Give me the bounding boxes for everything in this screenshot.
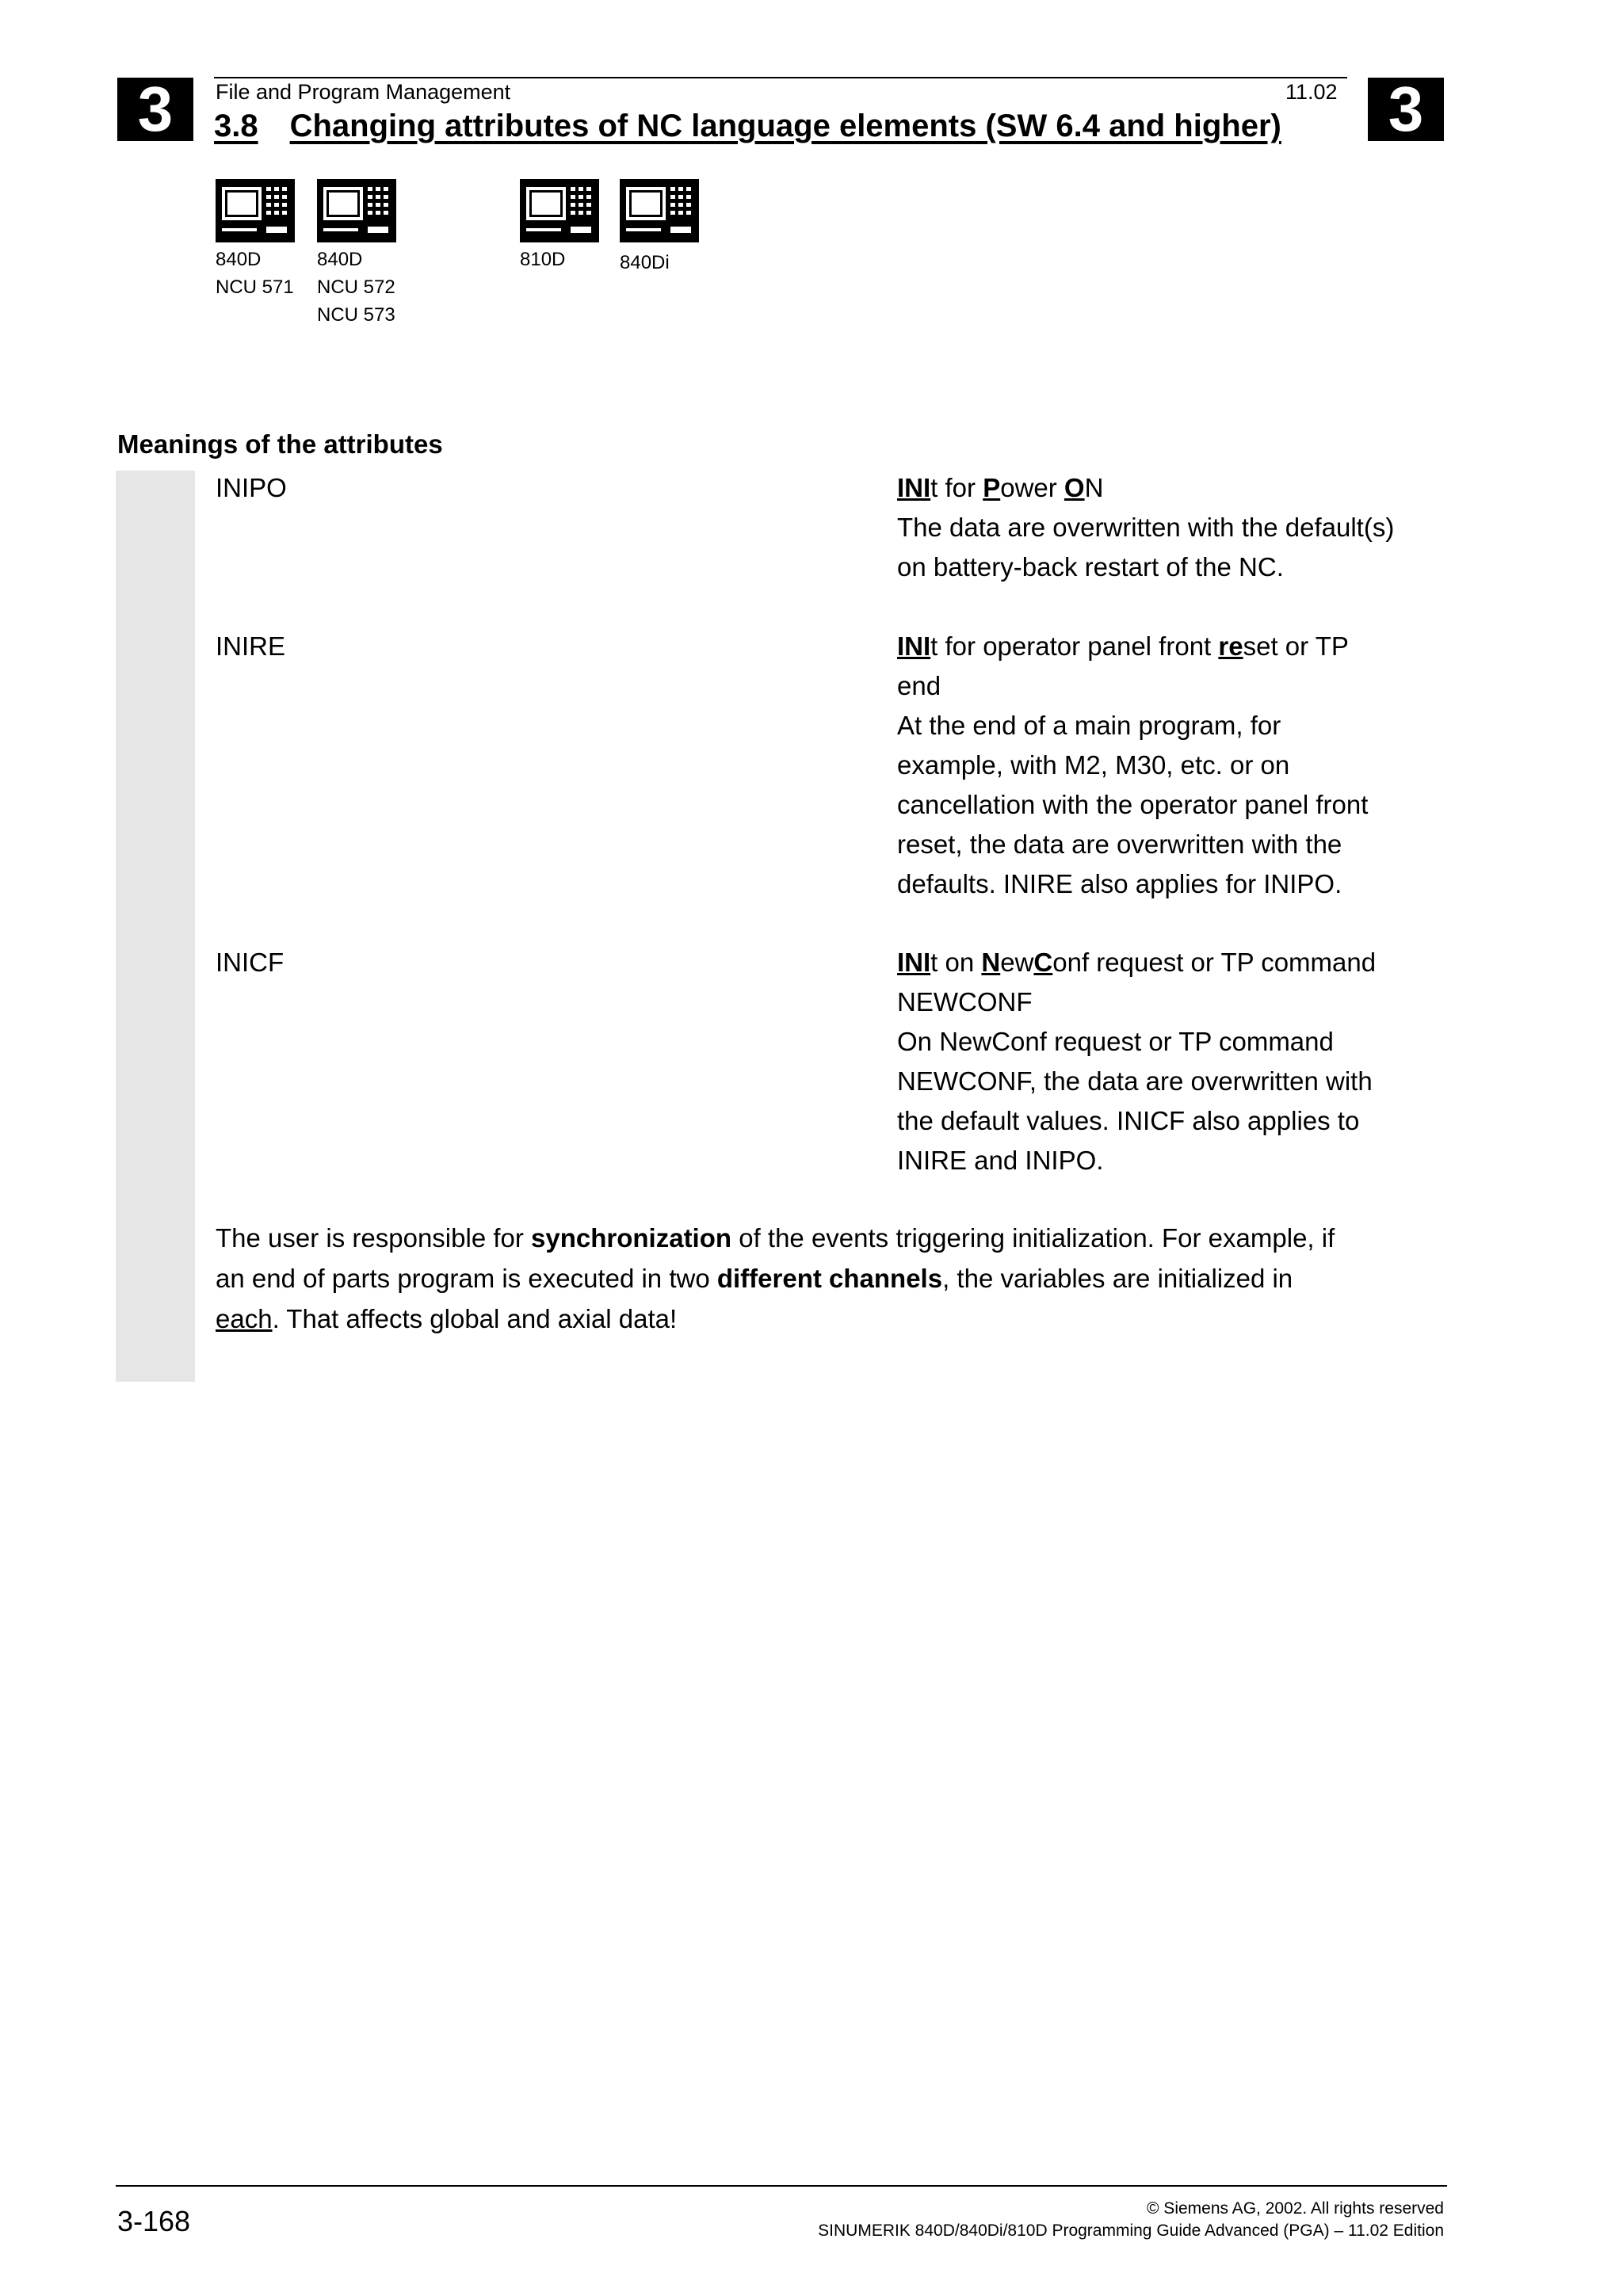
control-label: 810D (520, 249, 566, 270)
margin-bar (116, 471, 195, 1382)
note-paragraph: The user is responsible for synchronization of the events triggering initialization. For example, if an end of parts program is executed in two different channels, the variables are initialized in each. That affects global and axial data! (216, 1223, 1335, 1333)
attribute-term: INICF (216, 948, 285, 977)
running-header-section: File and Program Management (216, 80, 511, 104)
control-panel-icon (317, 179, 396, 242)
control-panel-icon (216, 179, 295, 242)
running-header-edition: 11.02 (1285, 80, 1338, 104)
section-heading: Meanings of the attributes (117, 429, 443, 459)
chapter-badge-right: 3 (1368, 78, 1444, 141)
control-label: 840Di (620, 252, 670, 273)
header-rule (214, 77, 1347, 78)
page-number: 3-168 (117, 2205, 191, 2237)
attribute-description: INIt for Power ON The data are overwritten with the default(s) on battery-back restart of the NC. (897, 473, 1395, 582)
page-title: 3.8 Changing attributes of NC language elements (SW 6.4 and higher) (214, 109, 1281, 143)
footer-rule (116, 2185, 1447, 2187)
footer-document-title: SINUMERIK 840D/840Di/810D Programming Guide Advanced (PGA) – 11.02 Edition (818, 2222, 1444, 2240)
control-panel-icon (520, 179, 599, 242)
footer-copyright: © Siemens AG, 2002. All rights reserved (1147, 2199, 1444, 2218)
chapter-badge-left: 3 (117, 78, 193, 141)
control-panel-icon (620, 179, 699, 242)
control-label: 840D NCU 571 (216, 249, 294, 298)
attribute-description: INIt on NewConf request or TP command NEWCONF On NewConf request or TP command NEWCONF, the data are overwritten with the default values. INICF also applies to INIRE and INIPO. (897, 948, 1377, 1175)
attribute-term: INIPO (216, 473, 287, 502)
attribute-term: INIRE (216, 631, 286, 661)
control-label: 840D NCU 572 NCU 573 (317, 249, 395, 326)
attribute-description: INIt for operator panel front reset or TP end At the end of a main program, for example, with M2, M30, etc. or on cancellation with the operator panel front reset, the data are overwritten with the defaults. INIRE also applies for INIPO. (897, 631, 1369, 898)
